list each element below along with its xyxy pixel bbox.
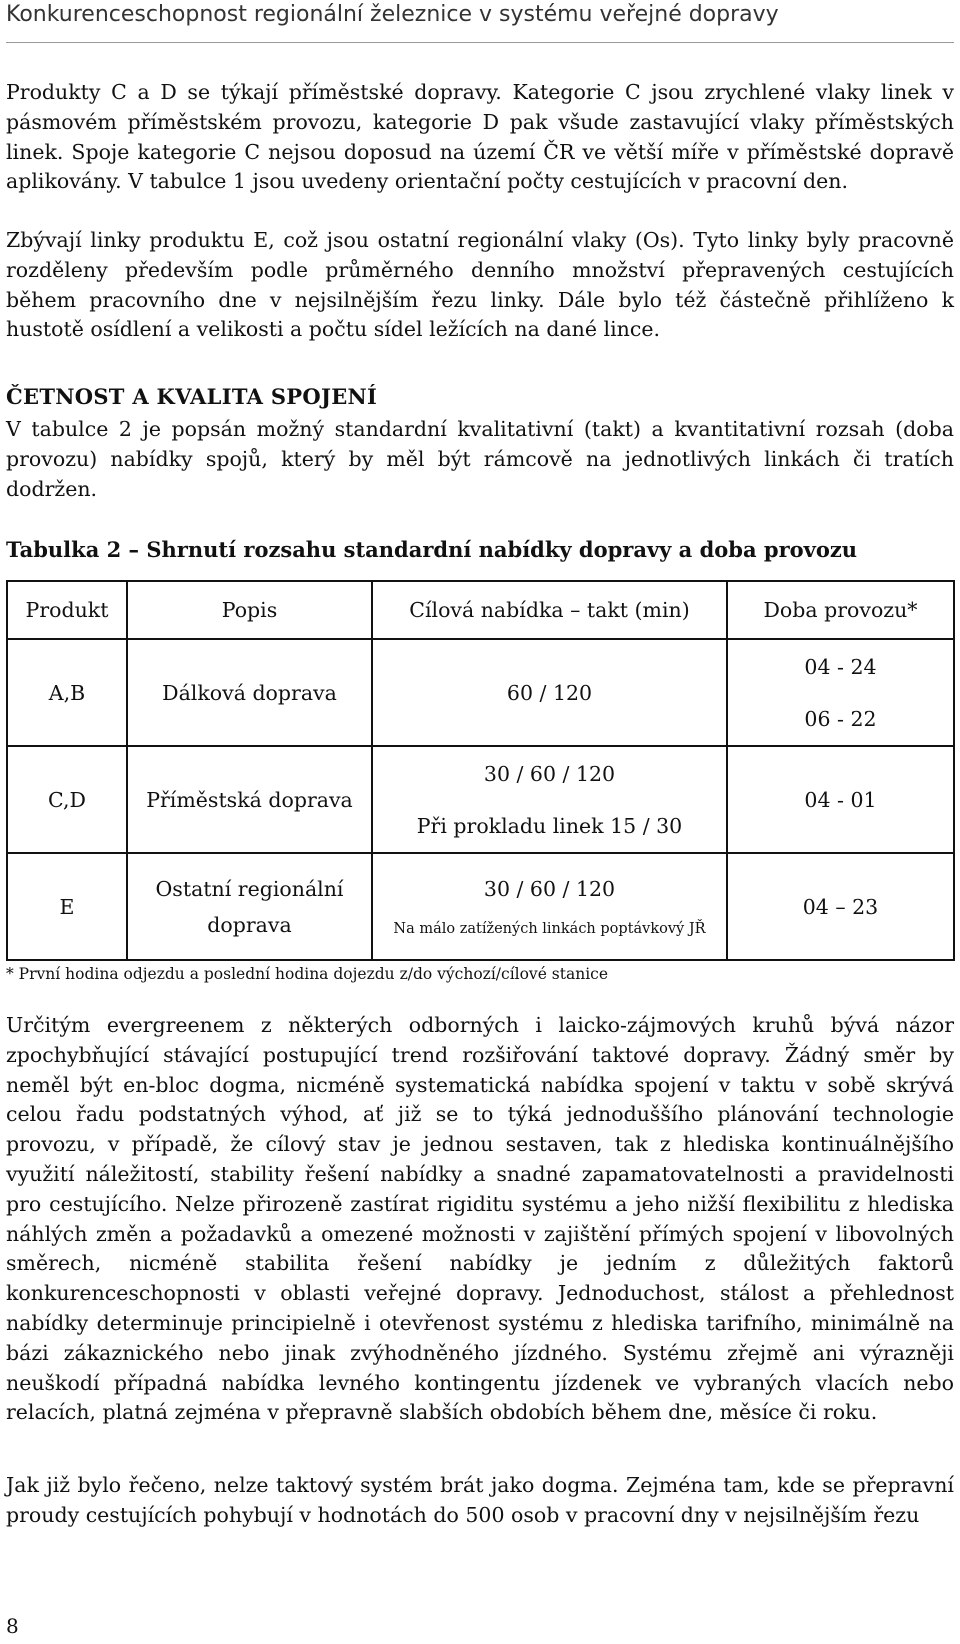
paragraph-table-intro: V tabulce 2 je popsán možný standardní kvalitativní (takt) a kvantitativní rozsah (doba provozu) nabídky spojů, který by měl být rámcově na jednotlivých linkách či tratích dodržen. — [6, 417, 954, 501]
paragraph-dogma: Jak již bylo řečeno, nelze taktový systém brát jako dogma. Zejména tam, kde se přepravní proudy cestujících pohybují v hodnotách do 500 osob v pracovní dny v nejsilnějším řezu — [6, 1473, 954, 1527]
hours-line: 06 - 22 — [804, 706, 877, 731]
table-caption: Tabulka 2 – Shrnutí rozsahu standardní nabídky dopravy a doba provozu — [6, 537, 858, 562]
cell-description: Příměstská doprava — [127, 746, 372, 853]
cell-product: C,D — [7, 746, 127, 853]
header-operating-hours: Doba provozu* — [727, 581, 954, 639]
target-line: 30 / 60 / 120 — [483, 876, 616, 901]
running-header: Konkurenceschopnost regionální železnice v systému veřejné dopravy — [6, 2, 779, 27]
service-offer-table — [6, 580, 955, 961]
table-header-row — [7, 581, 954, 639]
page-number: 8 — [6, 1614, 19, 1638]
target-line: 30 / 60 / 120 — [483, 761, 616, 786]
header-description: Popis — [127, 581, 372, 639]
cell-operating-hours: 04 - 01 — [727, 746, 954, 853]
section-heading: ČETNOST A KVALITA SPOJENÍ — [6, 384, 378, 409]
table-row — [7, 639, 954, 746]
description-line: doprava — [207, 912, 292, 937]
cell-operating-hours: 04 – 23 — [727, 853, 954, 960]
header-target-offer: Cílová nabídka – takt (min) — [372, 581, 727, 639]
cell-target-offer — [372, 853, 727, 960]
header-product: Produkt — [7, 581, 127, 639]
cell-product: A,B — [7, 639, 127, 746]
cell-description — [127, 853, 372, 960]
table-footnote: * První hodina odjezdu a poslední hodina dojezdu z/do výchozí/cílové stanice — [6, 965, 609, 983]
target-note: Na málo zatížených linkách poptávkový JŘ — [393, 920, 706, 937]
paragraph-product-e: Zbývají linky produktu E, což jsou ostatní regionální vlaky (Os). Tyto linky byly pracovně rozděleny především podle průměrného denního množství přepravených cestujících během pracovního dne v nejsilnějším řezu linky. Dále bylo též částečně přihlíženo k hustotě osídlení a velikosti a počtu sídel ležících na dané lince. — [6, 228, 954, 342]
cell-product: E — [7, 853, 127, 960]
header-divider — [6, 42, 954, 43]
table-row — [7, 746, 954, 853]
target-line: Při prokladu linek 15 / 30 — [416, 813, 683, 838]
cell-target-offer — [372, 746, 727, 853]
paragraph-evergreen: Určitým evergreenem z některých odborných i laicko-zájmových kruhů bývá názor zpochybňující stávající postupující trend rozšiřování taktové dopravy. Žádný směr by neměl být en-bloc dogma, nicméně systematická nabídka spojení v taktu v sobě skrývá celou řadu podstatných výhod, ať již se to týká jednoduššího plánování technologie provozu, v případě, že cílový stav je jednou sestaven, tak z hlediska kontinuálnějšího využití náležitostí, stability řešení nabídky a snadné zapamatovatelnosti a pravidelnosti pro cestujícího. Nelze přirozeně zastírat rigiditu systému a jeho nižší flexibilitu z hlediska náhlých změn a požadavků a omezené možnosti v zajištění přímých spojení v libovolných směrech, nicméně stabilita řešení nabídky je jedním z důležitých faktorů konkurenceschopnosti v oblasti veřejné dopravy. Jednoduchost, stálost a přehlednost nabídky determinuje principielně i otevřenost systému z hlediska tarifního, minimálně na bázi zákaznického nebo jinak zvýhodněného jízdného. Systému zřejmě ani výrazněji neuškodí případná nabídka levného kontingentu jízdenek ve vybraných vlacích nebo relacích, platná zejména v přepravně slabších obdobích během dne, měsíce či roku. — [6, 1013, 954, 1425]
cell-description: Dálková doprava — [127, 639, 372, 746]
hours-line: 04 - 24 — [804, 654, 877, 679]
description-line: Ostatní regionální — [155, 876, 344, 901]
table-row — [7, 853, 954, 960]
paragraph-products-c-d: Produkty C a D se týkají příměstské dopravy. Kategorie C jsou zrychlené vlaky linek v pásmovém příměstském provozu, kategorie D pak všude zastavující vlaky příměstských linek. Spoje kategorie C nejsou doposud na území ČR ve větší míře v příměstské dopravě aplikovány. V tabulce 1 jsou uvedeny orientační počty cestujících v pracovní den. — [6, 80, 954, 194]
cell-operating-hours — [727, 639, 954, 746]
cell-target-offer: 60 / 120 — [372, 639, 727, 746]
